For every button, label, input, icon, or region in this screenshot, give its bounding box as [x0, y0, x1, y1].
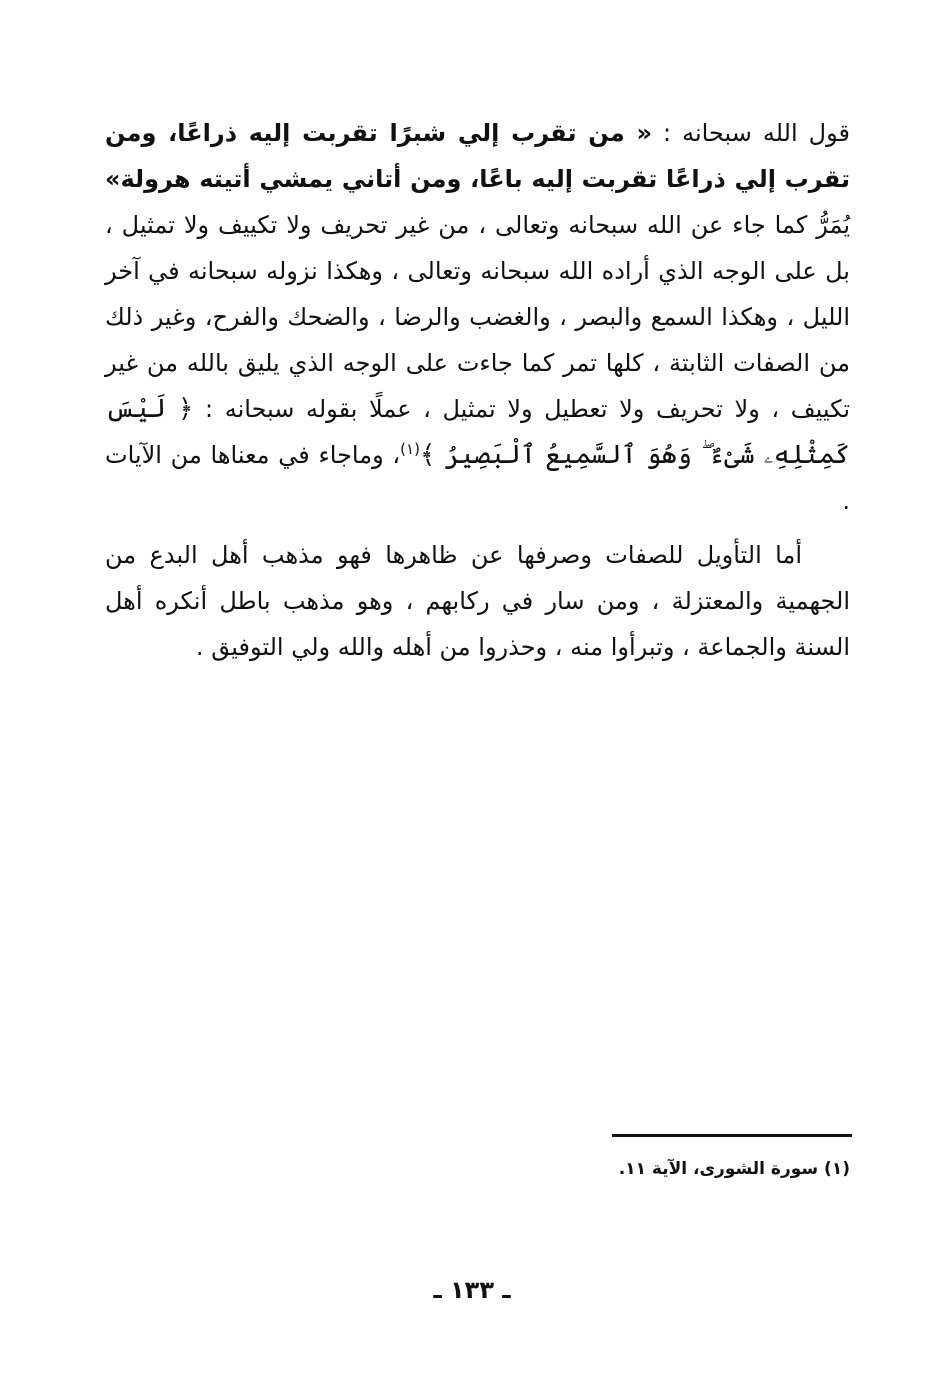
page-number: ـ ١٣٣ ـ [433, 1276, 511, 1304]
hadith-quote: « من تقرب إلي شبرًا تقربت إليه ذراعًا، ومن تقرب إلي ذراعًا تقربت إليه باعًا، ومن أتاني يمشي أتيته هرولة» [105, 119, 850, 193]
paragraph-1-ending: ، وماجاء في معناها من الآيات . [105, 441, 850, 515]
footnote-divider [612, 1134, 852, 1137]
footnote: (١) سورة الشورى، الآية ١١. [618, 1159, 850, 1179]
paragraph-1 [105, 110, 850, 524]
body-text [105, 110, 850, 670]
quran-verse: ﴿ لَيْسَ كَمِثْلِهِۦ شَىْءٌ ۖ وَهُوَ ٱلسَّمِيعُ ٱلْبَصِيرُ ﴾ [105, 394, 850, 470]
footnote-reference: (١) [400, 440, 420, 458]
paragraph-1-text: يُمَرُّ كما جاء عن الله سبحانه وتعالى ، من غير تحريف ولا تكييف ولا تمثيل ، بل على الوجه الذي أراده الله سبحانه وتعالى ، وهكذا نزوله سبحانه في آخر الليل ، وهكذا السمع والبصر ، والغضب والرضا ، والضحك والفرح، وغير ذلك من الصفات الثابتة ، كلها تمر كما جاءت على الوجه الذي يليق بالله من غير تكييف ، ولا تحريف ولا تعطيل ولا تمثيل ، عملًا بقوله سبحانه : [105, 211, 851, 423]
paragraph-2: أما التأويل للصفات وصرفها عن ظاهرها فهو مذهب أهل البدع من الجهمية والمعتزلة ، ومن سار في ركابهم ، وهو مذهب باطل أنكره أهل السنة والجماعة ، وتبرأوا منه ، وحذروا من أهله والله ولي التوفيق . [105, 541, 850, 661]
intro-text: قول الله سبحانه : [651, 119, 850, 147]
